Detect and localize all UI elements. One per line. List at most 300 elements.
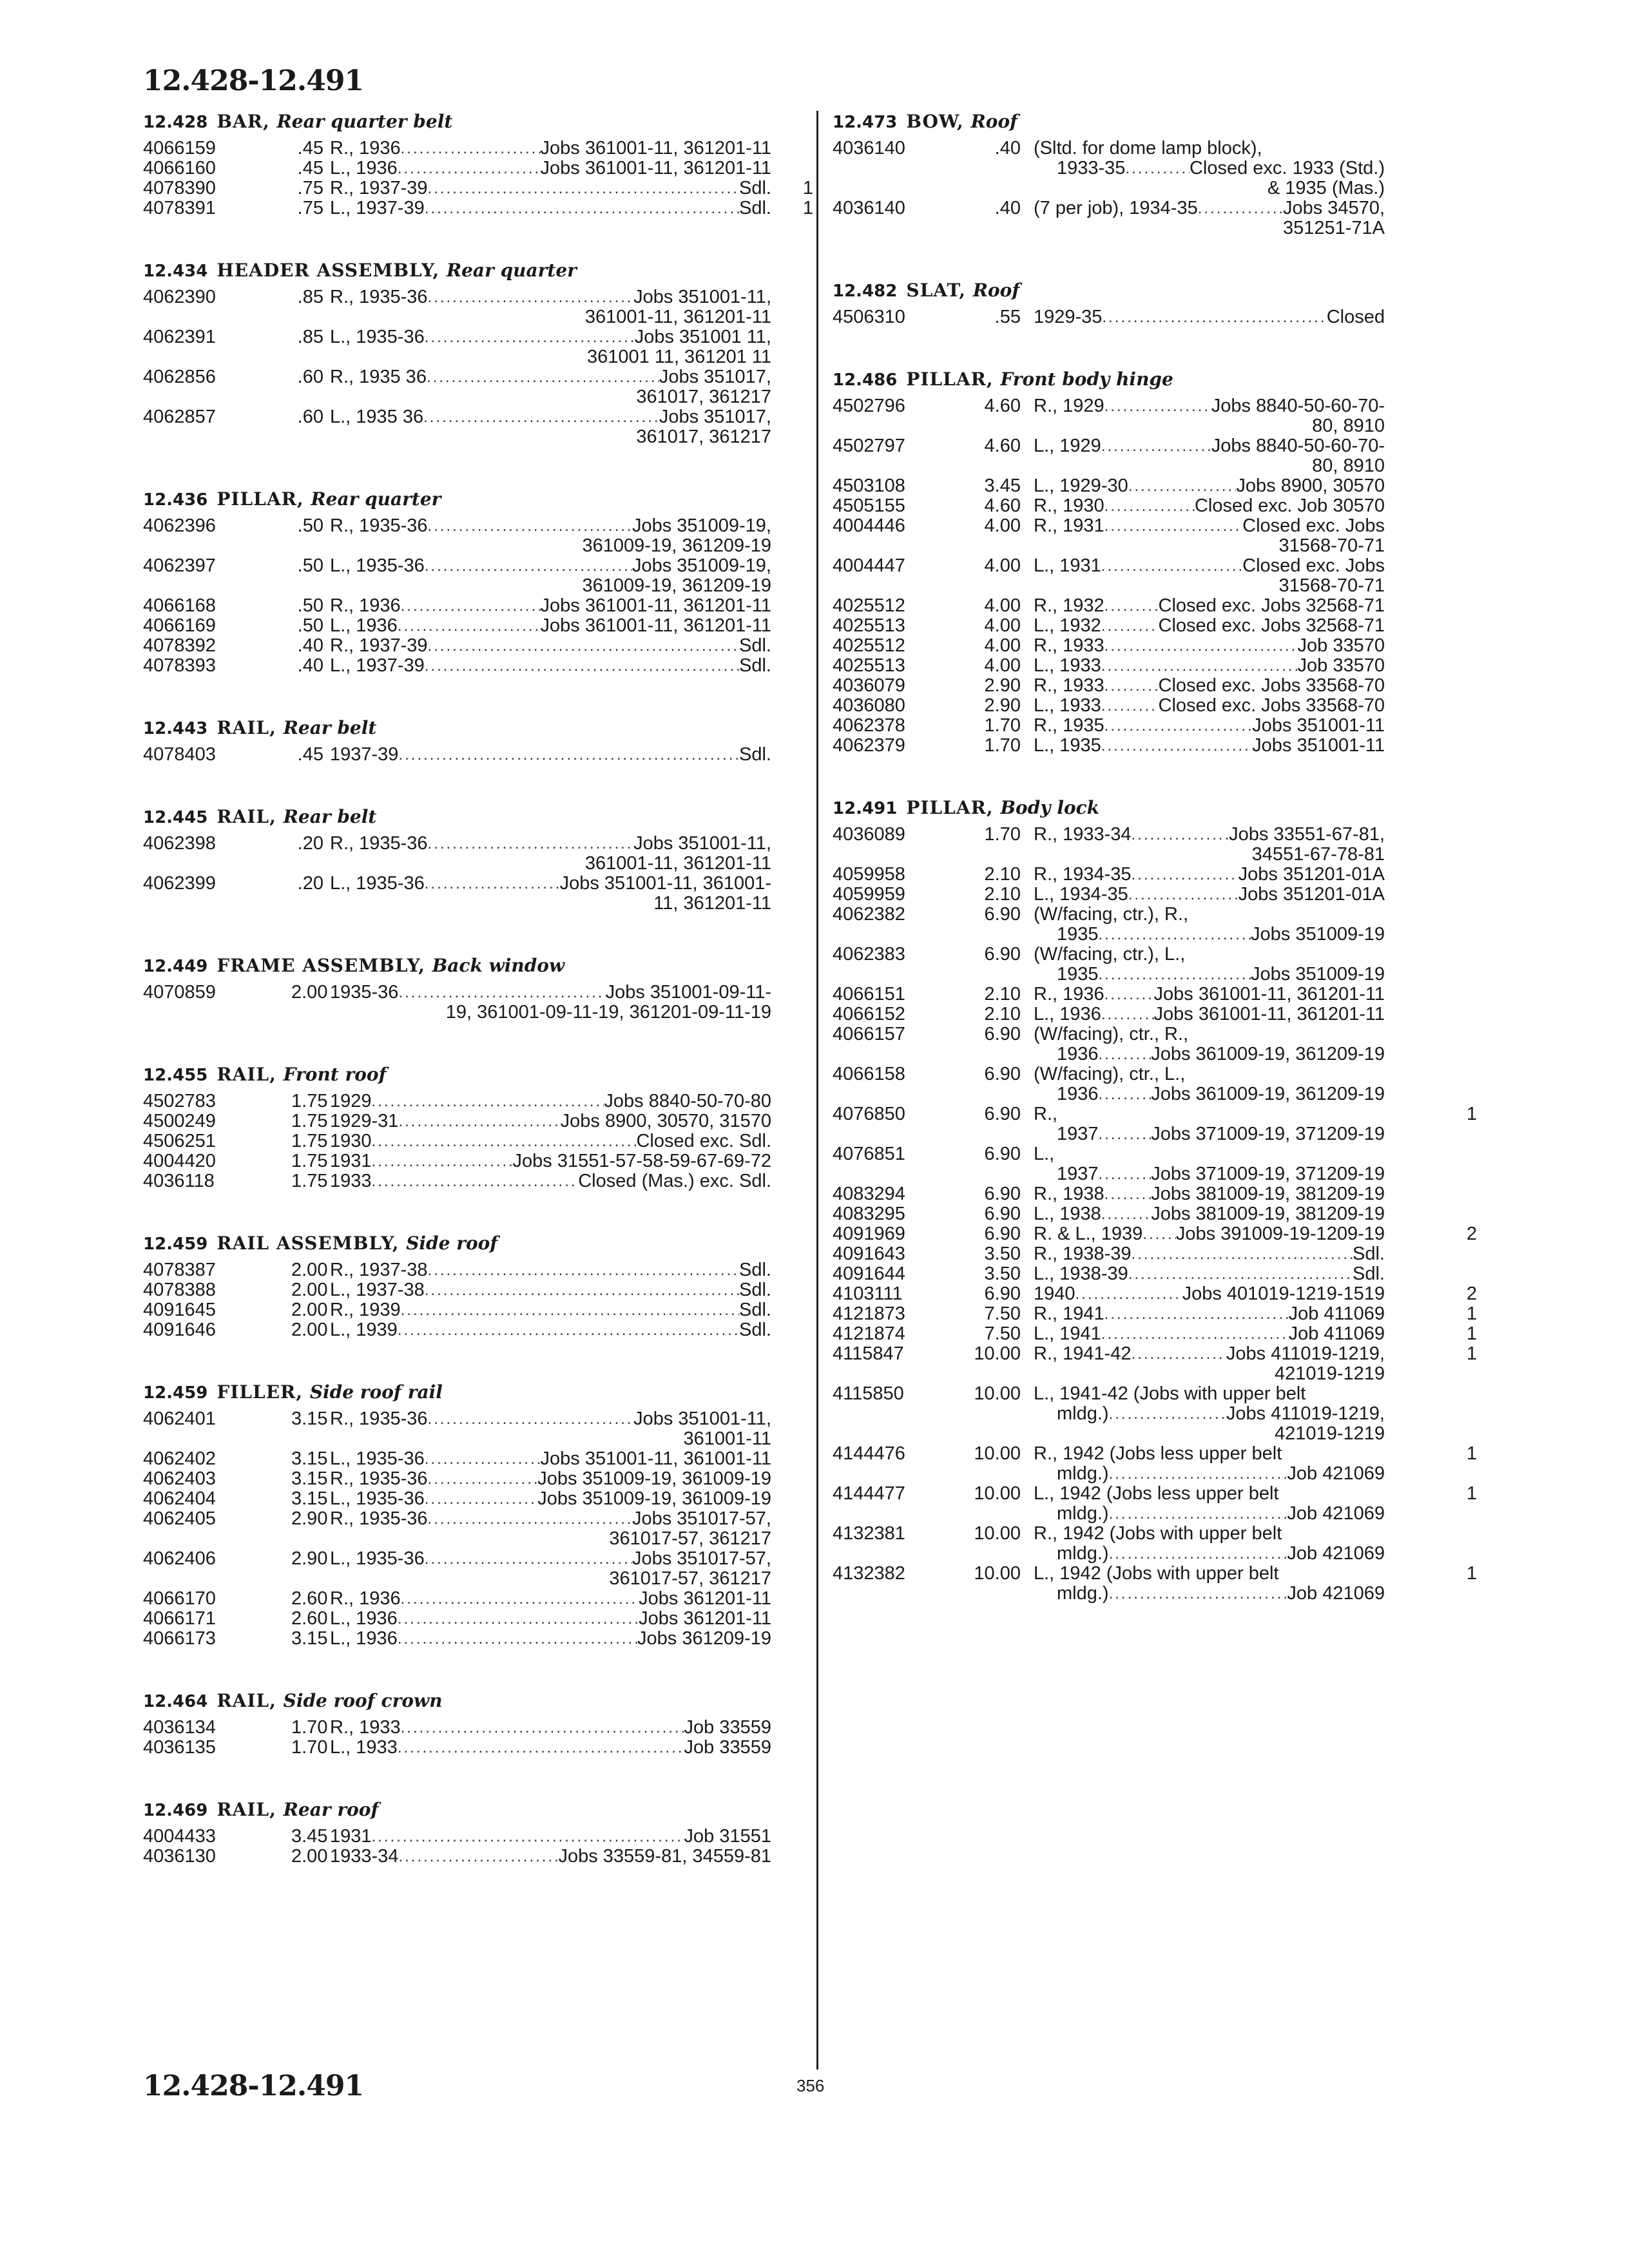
part-number: 4078392 <box>143 635 216 656</box>
part-number: 4066168 <box>143 595 216 616</box>
part-price: .60 <box>297 367 323 387</box>
part-row <box>833 1104 1477 1144</box>
description-line <box>1034 1184 1385 1204</box>
application-text: R., 1935 <box>1034 715 1104 736</box>
part-description <box>1034 596 1385 616</box>
part-row <box>143 1489 813 1509</box>
application-text: mldg.) <box>1057 1503 1109 1524</box>
jobs-text: Jobs 351017-57, <box>631 1548 771 1569</box>
dot-leader <box>401 1718 684 1738</box>
quantity <box>1385 945 1477 985</box>
part-price: 3.15 <box>291 1468 328 1489</box>
description-line <box>330 1609 771 1629</box>
jobs-text: Closed exc. Jobs 32568-71 <box>1158 615 1385 636</box>
description-line <box>330 1131 771 1151</box>
part-row <box>143 1449 813 1469</box>
part-row <box>143 596 813 616</box>
part-description <box>1034 945 1385 985</box>
part-price: .85 <box>297 327 323 347</box>
jobs-text: Jobs 351001-09-11- <box>605 982 771 1003</box>
quantity <box>1385 825 1477 865</box>
dot-leader <box>401 596 541 616</box>
part-description <box>330 1260 771 1280</box>
part-number: 4036080 <box>833 695 905 716</box>
quantity <box>771 983 813 1023</box>
application-text: 1935 <box>1057 964 1099 985</box>
application-text: L., 1938-39 <box>1034 1264 1128 1284</box>
part-description <box>1034 1344 1385 1384</box>
jobs-text: Job 33559 <box>684 1737 771 1758</box>
continuation-line: 361017, 361217 <box>636 427 771 447</box>
part-description <box>330 1280 771 1300</box>
catalog-section <box>143 260 813 447</box>
jobs-text: Jobs 361009-19, 361209-19 <box>1151 1044 1385 1064</box>
part-number: 4115850 <box>833 1383 904 1404</box>
part-description <box>1034 1024 1385 1064</box>
dot-leader <box>398 159 541 178</box>
section-heading <box>143 806 813 827</box>
part-row <box>833 1144 1477 1184</box>
quantity <box>771 1320 813 1340</box>
description-line <box>330 1300 771 1320</box>
part-price: 2.90 <box>291 1508 328 1529</box>
part-row <box>833 1264 1477 1284</box>
part-row <box>143 1609 813 1629</box>
quantity <box>771 874 813 914</box>
quantity <box>1385 636 1477 656</box>
part-row <box>143 1629 813 1649</box>
part-row <box>143 656 813 676</box>
part-description <box>1034 985 1385 1004</box>
part-price: 2.00 <box>291 982 328 1003</box>
part-number: 4025512 <box>833 635 905 656</box>
continuation-line: 34551-67-78-81 <box>1251 844 1385 865</box>
description-line: R., <box>1034 1104 1058 1124</box>
application-text: R., 1937-39 <box>330 635 428 656</box>
section-number: 12.464 <box>143 1692 208 1711</box>
description-line <box>330 159 771 178</box>
jobs-text: Sdl. <box>739 635 771 656</box>
dot-leader <box>428 1409 634 1429</box>
jobs-text: Closed exc. Jobs 33568-70 <box>1158 695 1385 716</box>
description-line <box>330 1847 771 1867</box>
column-divider <box>816 111 818 2070</box>
part-price: .45 <box>297 744 323 765</box>
part-number: 4036089 <box>833 824 905 845</box>
section-name: FILLER, <box>217 1381 310 1403</box>
application-text: L., 1939 <box>330 1320 398 1340</box>
section-number: 12.428 <box>143 113 208 132</box>
part-description <box>330 745 771 765</box>
dot-leader <box>1101 616 1159 636</box>
description-line <box>1034 1084 1385 1104</box>
application-text: R., 1935-36 <box>330 1408 428 1429</box>
quantity <box>1385 198 1477 238</box>
part-number: 4076850 <box>833 1104 905 1124</box>
part-row <box>833 496 1477 516</box>
part-row <box>833 436 1477 476</box>
application-text: R., 1935-36 <box>330 515 428 536</box>
part-number: 4025512 <box>833 595 905 616</box>
application-text: 1933 <box>330 1171 372 1191</box>
application-text: R., 1941 <box>1034 1303 1104 1324</box>
section-subname: Rear quarter <box>311 488 441 510</box>
part-row <box>833 985 1477 1004</box>
part-description <box>330 1609 771 1629</box>
dot-leader <box>1099 925 1251 945</box>
application-text: R., 1937-39 <box>330 178 428 198</box>
dot-leader <box>372 1171 579 1191</box>
part-price: 4.00 <box>984 635 1021 656</box>
jobs-text: Jobs 351009-19 <box>1251 924 1385 945</box>
jobs-text: Jobs 8840-50-60-70- <box>1211 436 1385 456</box>
part-price: .20 <box>297 873 323 894</box>
part-row <box>833 945 1477 985</box>
quantity <box>1385 1184 1477 1204</box>
dot-leader <box>1109 1584 1287 1604</box>
part-number: 4004420 <box>143 1151 216 1171</box>
part-description <box>330 327 771 367</box>
jobs-text: Jobs 351001-11, <box>633 833 771 854</box>
jobs-text: Sdl. <box>739 1300 771 1320</box>
part-number: 4091646 <box>143 1320 216 1340</box>
part-description <box>330 139 771 159</box>
dot-leader <box>1101 1204 1151 1224</box>
section-subname: Roof <box>972 280 1020 301</box>
part-price: 2.00 <box>291 1300 328 1320</box>
jobs-text: Jobs 361001-11, 361201-11 <box>540 158 771 178</box>
quantity <box>1385 1204 1477 1224</box>
application-text: L., 1935 <box>1034 735 1101 756</box>
description-line <box>330 327 771 347</box>
application-text: L., 1935-36 <box>330 1448 425 1469</box>
section-number: 12.486 <box>833 370 898 390</box>
application-text: 1930 <box>330 1131 372 1151</box>
jobs-text: Closed <box>1326 307 1385 327</box>
section-heading <box>143 111 813 132</box>
application-text: R., 1936 <box>330 595 401 616</box>
part-row <box>143 1320 813 1340</box>
quantity: 2 <box>1466 1224 1477 1244</box>
part-row <box>833 656 1477 676</box>
section-name: RAIL, <box>217 717 284 738</box>
continuation-line: 361009-19, 361209-19 <box>582 575 771 596</box>
description-line: (W/facing), ctr., L., <box>1034 1064 1186 1084</box>
dot-leader <box>428 1260 739 1280</box>
catalog-section <box>833 797 1477 1604</box>
part-description <box>330 834 771 874</box>
application-text: L., 1936 <box>330 615 398 636</box>
part-price: 2.10 <box>984 864 1021 885</box>
section-subname: Rear quarter belt <box>276 111 453 132</box>
page-number: 356 <box>796 2076 825 2095</box>
quantity <box>1385 885 1477 905</box>
application-text: L., 1936 <box>330 1628 398 1649</box>
description-line <box>330 556 771 576</box>
application-text: L., 1937-39 <box>330 655 425 676</box>
part-price: .20 <box>297 833 323 854</box>
part-number: 4066169 <box>143 615 216 636</box>
quantity <box>771 1469 813 1489</box>
application-text: L., 1936 <box>330 158 398 178</box>
part-number: 4036118 <box>143 1171 215 1191</box>
left-column <box>143 111 813 1908</box>
part-row <box>833 716 1477 736</box>
part-row <box>143 367 813 407</box>
dot-leader <box>1104 676 1159 696</box>
part-price: 3.15 <box>291 1408 328 1429</box>
part-number: 4004433 <box>143 1826 216 1847</box>
jobs-text: Jobs 351009-19 <box>1251 964 1385 985</box>
quantity <box>771 1091 813 1111</box>
application-text: L., 1937-39 <box>330 198 425 218</box>
description-line <box>330 1409 771 1429</box>
jobs-text: Sdl. <box>739 1320 771 1340</box>
quantity <box>1385 616 1477 636</box>
jobs-text: Jobs 411019-1219, <box>1226 1343 1385 1364</box>
part-row <box>833 1244 1477 1264</box>
part-row <box>143 745 813 765</box>
description-line <box>1034 616 1385 636</box>
part-price: .50 <box>297 515 323 536</box>
application-text: 1933-35 <box>1057 158 1126 178</box>
jobs-text: Jobs 8900, 30570 <box>1236 476 1385 496</box>
section-heading <box>143 1233 813 1254</box>
dot-leader <box>425 556 632 576</box>
quantity <box>1385 865 1477 885</box>
description-line <box>1034 1124 1385 1144</box>
part-number: 4062405 <box>143 1508 216 1529</box>
jobs-text: Jobs 351017-57, <box>631 1508 771 1529</box>
application-text: L., 1936 <box>330 1608 398 1629</box>
quantity <box>1385 1144 1477 1184</box>
dot-leader <box>428 178 739 198</box>
jobs-text: Closed exc. Jobs <box>1242 515 1385 536</box>
part-number: 4066157 <box>833 1024 905 1044</box>
dot-leader <box>1104 716 1253 736</box>
description-line <box>330 1151 771 1171</box>
part-description <box>1034 1324 1385 1344</box>
description-line <box>330 516 771 536</box>
quantity <box>771 636 813 656</box>
jobs-text: Job 421069 <box>1287 1583 1385 1604</box>
continuation-line: 31568-70-71 <box>1278 535 1385 556</box>
jobs-text: Closed exc. Jobs <box>1242 555 1385 576</box>
part-price: 4.00 <box>984 615 1021 636</box>
dot-leader <box>428 834 634 854</box>
quantity <box>771 1449 813 1469</box>
part-price: 7.50 <box>984 1303 1021 1324</box>
quantity <box>1385 676 1477 696</box>
quantity: 2 <box>1466 1283 1477 1304</box>
dot-leader <box>1101 696 1159 716</box>
dot-leader <box>1109 1544 1287 1564</box>
part-number: 4078388 <box>143 1280 216 1300</box>
part-description <box>330 1718 771 1738</box>
jobs-text: Jobs 8840-50-70-80 <box>604 1091 771 1111</box>
quantity <box>771 407 813 447</box>
part-number: 4091969 <box>833 1224 905 1244</box>
quantity <box>771 1171 813 1191</box>
part-number: 4066151 <box>833 984 905 1004</box>
application-text: 1929-35 <box>1034 307 1103 327</box>
dot-leader <box>398 1629 637 1649</box>
quantity <box>771 139 813 159</box>
part-price: 6.90 <box>984 1144 1021 1164</box>
description-line <box>330 1718 771 1738</box>
section-name: PILLAR, <box>906 797 1001 818</box>
dot-leader <box>1132 825 1229 845</box>
part-price: 2.00 <box>291 1320 328 1340</box>
section-subname: Rear belt <box>283 806 377 827</box>
part-price: 1.70 <box>291 1717 328 1738</box>
application-text: R., 1937-38 <box>330 1260 428 1280</box>
jobs-text: Jobs 411019-1219, <box>1226 1403 1385 1424</box>
application-text: R., 1939 <box>330 1300 401 1320</box>
description-line <box>330 367 771 387</box>
description-line <box>1034 596 1385 616</box>
description-line <box>330 407 771 427</box>
description-line <box>1034 1404 1385 1424</box>
description-line: L., 1942 (Jobs with upper belt <box>1034 1563 1279 1584</box>
application-text: 1931 <box>330 1151 372 1171</box>
part-price: .40 <box>297 635 323 656</box>
section-subname: Front roof <box>283 1064 387 1085</box>
part-price: 10.00 <box>974 1383 1021 1404</box>
description-line <box>1034 736 1385 756</box>
application-text: R. & L., 1939 <box>1034 1224 1143 1244</box>
description-line <box>330 1469 771 1489</box>
part-number: 4062383 <box>833 944 905 965</box>
section-number: 12.491 <box>833 799 898 818</box>
description-line <box>1034 1584 1385 1604</box>
part-price: 10.00 <box>974 1523 1021 1544</box>
description-line <box>330 139 771 159</box>
part-description <box>330 198 771 218</box>
part-description <box>330 1509 771 1549</box>
part-price: .40 <box>994 138 1021 159</box>
part-description <box>1034 476 1385 496</box>
running-foot: 12.428-12.491 <box>143 2070 364 2102</box>
part-number: 4062403 <box>143 1468 216 1489</box>
jobs-text: Jobs 351001-11 <box>1252 735 1385 756</box>
application-text: 1936 <box>1057 1084 1099 1104</box>
part-number: 4121874 <box>833 1323 905 1344</box>
application-text: L., 1935-36 <box>330 1548 425 1569</box>
part-price: 1.70 <box>291 1737 328 1758</box>
part-row <box>833 1484 1477 1524</box>
application-text: mldg.) <box>1057 1543 1109 1564</box>
section-name: RAIL, <box>217 806 284 827</box>
part-row <box>833 1324 1477 1344</box>
description-line <box>1034 656 1385 676</box>
jobs-text: Jobs 351001-11 <box>1252 715 1385 736</box>
dot-leader <box>1109 1464 1287 1484</box>
application-text: R., 1935-36 <box>330 287 428 307</box>
continuation-line: 361017, 361217 <box>636 387 771 407</box>
part-description <box>1034 1384 1385 1444</box>
jobs-text: Jobs 33551-67-81, <box>1229 824 1385 845</box>
dot-leader <box>425 198 739 218</box>
quantity <box>771 327 813 367</box>
part-number: 4062382 <box>833 904 905 925</box>
part-number: 4062401 <box>143 1408 216 1429</box>
part-price: 4.60 <box>984 396 1021 416</box>
jobs-text: Jobs 8900, 30570, 31570 <box>560 1111 771 1131</box>
continuation-line: 361001-11 <box>683 1428 771 1449</box>
part-description <box>1034 1564 1385 1604</box>
dot-leader <box>425 874 560 894</box>
part-description <box>330 636 771 656</box>
jobs-text: Jobs 351009-19, 361009-19 <box>537 1488 771 1509</box>
application-text: 1937 <box>1057 1164 1099 1184</box>
part-number: 4066158 <box>833 1064 905 1084</box>
part-number: 4506310 <box>833 307 905 327</box>
part-row <box>833 825 1477 865</box>
dot-leader <box>372 1131 637 1151</box>
section-subname: Side roof rail <box>309 1381 443 1403</box>
dot-leader <box>1101 436 1211 456</box>
description-line: (W/facing, ctr.), R., <box>1034 904 1189 925</box>
jobs-text: Jobs 361001-11, 361201-11 <box>1153 984 1385 1004</box>
jobs-text: Sdl. <box>739 1260 771 1280</box>
part-description <box>1034 307 1385 327</box>
part-number: 4066160 <box>143 158 216 178</box>
part-number: 4062404 <box>143 1488 216 1509</box>
dot-leader <box>1104 496 1195 516</box>
quantity <box>771 1738 813 1758</box>
part-price: 6.90 <box>984 1224 1021 1244</box>
part-description <box>1034 1304 1385 1324</box>
part-number: 4121873 <box>833 1303 905 1324</box>
section-name: BAR, <box>217 111 277 132</box>
part-price: 7.50 <box>984 1323 1021 1344</box>
jobs-text: Jobs 371009-19, 371209-19 <box>1151 1164 1385 1184</box>
jobs-text: Sdl. <box>1353 1244 1385 1264</box>
part-row <box>833 198 1477 238</box>
part-price: .75 <box>297 198 323 218</box>
jobs-text: Closed exc. Jobs 32568-71 <box>1158 595 1385 616</box>
application-text: L., 1936 <box>1034 1004 1101 1024</box>
section-number: 12.445 <box>143 808 208 827</box>
description-line <box>330 287 771 307</box>
part-price: .75 <box>297 178 323 198</box>
section-heading <box>833 280 1477 301</box>
dot-leader <box>398 616 541 636</box>
continuation-line: 421019-1219 <box>1275 1363 1385 1384</box>
dot-leader <box>1109 1404 1226 1424</box>
quantity <box>1385 1244 1477 1264</box>
description-line <box>330 1449 771 1469</box>
description-line <box>1034 1004 1385 1024</box>
quantity <box>1385 1384 1477 1444</box>
part-price: 4.00 <box>984 555 1021 576</box>
part-row <box>833 696 1477 716</box>
description-line <box>1034 516 1385 536</box>
part-price: 1.75 <box>291 1151 328 1171</box>
description-line <box>330 656 771 676</box>
section-name: BOW, <box>906 111 971 132</box>
jobs-text: Closed exc. Jobs 33568-70 <box>1158 675 1385 696</box>
application-text: L., 1937-38 <box>330 1280 425 1300</box>
part-price: 1.70 <box>984 824 1021 845</box>
quantity: 1 <box>1466 1104 1477 1124</box>
part-description <box>1034 1104 1385 1144</box>
quantity <box>1385 1524 1477 1564</box>
right-column <box>833 111 1477 1645</box>
part-price: 2.60 <box>291 1588 328 1609</box>
description-line <box>1034 696 1385 716</box>
